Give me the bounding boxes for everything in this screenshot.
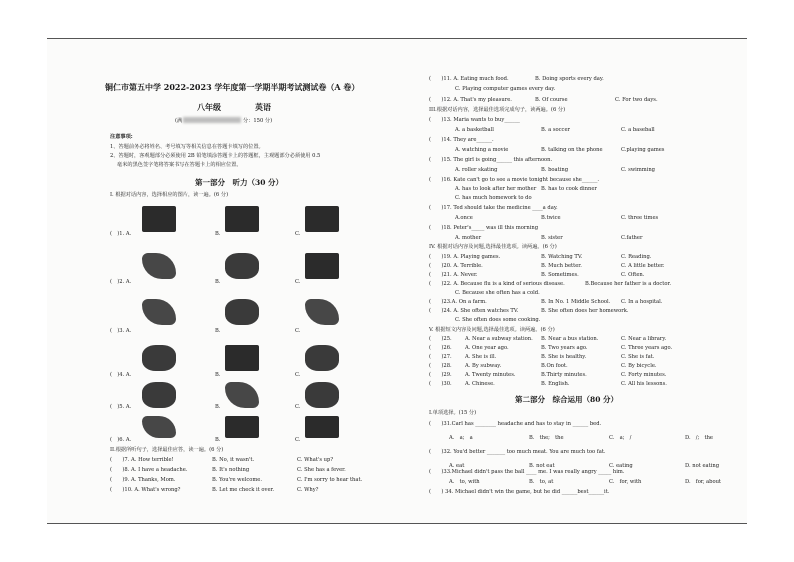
option-text: B. Let me check it over. bbox=[212, 487, 275, 493]
option-text: B. Two years ago. bbox=[541, 345, 588, 351]
question-text: ( )20. A. Terrible. bbox=[429, 263, 483, 269]
option-text: A.once bbox=[455, 215, 473, 221]
picture-option bbox=[225, 299, 259, 325]
picture-option bbox=[305, 416, 339, 438]
picture-option bbox=[305, 253, 339, 279]
question-text: ( )18. Peter's_____ was ill this morning bbox=[429, 225, 539, 231]
option-text: B. It's nothing bbox=[212, 467, 250, 473]
picture-option bbox=[305, 345, 339, 371]
option-text: A. She is ill. bbox=[465, 354, 497, 360]
picture-option bbox=[225, 206, 259, 232]
option-text: C.playing games bbox=[621, 147, 665, 153]
question-text: ( )15. The girl is going______ this afternoon. bbox=[429, 157, 553, 163]
option-text: B. Much better. bbox=[541, 263, 582, 269]
picture-option bbox=[142, 345, 176, 371]
option-label: C. bbox=[295, 437, 301, 443]
option-text: C. Because she often has a cold. bbox=[455, 290, 540, 296]
exam-sheet bbox=[47, 38, 747, 524]
option-label: B. bbox=[215, 279, 221, 285]
option-label: B. bbox=[215, 328, 221, 334]
picture-option bbox=[142, 253, 176, 279]
section-heading: V. 根据短文内容及问题,选择最佳选项。读两遍。(6 分) bbox=[429, 327, 555, 333]
option-text: A. eat bbox=[449, 463, 465, 469]
option-text: A. By subway. bbox=[465, 363, 502, 369]
question-text: ( )13. Maria wants to buy______ bbox=[429, 117, 520, 123]
option-text: C. For two days. bbox=[615, 97, 658, 103]
section-heading: I.单项选择。(15 分) bbox=[429, 410, 477, 416]
option-label: C. bbox=[295, 404, 301, 410]
option-text: C. swimming bbox=[621, 167, 656, 173]
picture-option bbox=[142, 416, 176, 438]
option-label: C. bbox=[295, 372, 301, 378]
option-text: C. Forty minutes. bbox=[621, 372, 667, 378]
exam-title: 铜仁市第五中学 2022-2023 学年度第一学期半期考试测试卷（A 卷） bbox=[105, 82, 360, 92]
left-column bbox=[47, 39, 409, 523]
option-text: C. Three years ago. bbox=[621, 345, 673, 351]
option-text: C. Often. bbox=[621, 272, 645, 278]
section-heading: III.根据对话内容，选择最佳选项完成句子，读两遍。(6 分) bbox=[429, 107, 566, 113]
grade-label: 八年级 bbox=[197, 102, 221, 112]
option-text: C.father bbox=[621, 235, 643, 241]
option-text: B. Near a bus station. bbox=[541, 336, 599, 342]
option-text: A. One year ago. bbox=[465, 345, 509, 351]
option-text: C. three times bbox=[621, 215, 659, 221]
option-text: B.Because her father is a doctor. bbox=[585, 281, 672, 287]
option-text: C. for, with bbox=[609, 479, 642, 485]
section-heading: IV. 根据对话内容及问题,选择最佳选项。读两遍。(6 分) bbox=[429, 244, 557, 250]
question-text: ( )19. A. Playing games. bbox=[429, 254, 501, 260]
option-text: B. Sometimes. bbox=[541, 272, 579, 278]
option-text: C. In a hospital. bbox=[621, 299, 663, 305]
question-text: ( )9. A. Thanks, Mom. bbox=[110, 477, 176, 483]
question-text: ( )28. bbox=[429, 363, 452, 369]
option-text: A. Twenty minutes. bbox=[465, 372, 516, 378]
question-text: C. Playing computer games every day. bbox=[455, 86, 556, 92]
subject-label: 英语 bbox=[255, 102, 271, 112]
picture-option bbox=[225, 382, 259, 408]
question-text: ( )7. A. How terrible! bbox=[110, 457, 174, 463]
question-text: ( )21. A. Never. bbox=[429, 272, 478, 278]
picture-option bbox=[142, 299, 176, 325]
picture-option bbox=[225, 416, 259, 438]
option-text: B. No, it wasn't. bbox=[212, 457, 255, 463]
option-text: C. has much homework to do bbox=[455, 195, 532, 201]
option-text: B. not eat bbox=[529, 463, 555, 469]
option-text: D. not eating bbox=[685, 463, 720, 469]
note-line: 1、答题前务必将姓名、考号填写等相关信息在答题卡填写的位置。 bbox=[110, 144, 264, 150]
note-line: 毫米的黑色签字笔将答案书写在答题卡上的相应位置。 bbox=[117, 162, 242, 168]
question-label: ( )6. A. bbox=[110, 437, 132, 443]
question-text: ( )31.Carl has ________ headache and has to stay in ______ bed. bbox=[429, 421, 602, 427]
option-label: C. bbox=[295, 328, 301, 334]
question-text: ( )14. They are______. bbox=[429, 137, 494, 143]
picture-option bbox=[225, 253, 259, 279]
option-text: C. She has a fever. bbox=[297, 467, 346, 473]
question-text: ( )17. Ted should take the medicine ____a day. bbox=[429, 205, 558, 211]
picture-option bbox=[305, 206, 339, 232]
option-text: C. A little better. bbox=[621, 263, 665, 269]
option-text: A. roller skating bbox=[455, 167, 498, 173]
question-text: ( )10. A. What's wrong? bbox=[110, 487, 181, 493]
option-text: A. a basketball bbox=[455, 127, 494, 133]
right-column bbox=[425, 39, 747, 523]
blurred-text bbox=[183, 117, 241, 123]
option-label: B. bbox=[215, 437, 221, 443]
score-partial: 分：150 分) bbox=[243, 118, 273, 124]
picture-option bbox=[142, 206, 176, 232]
option-text: A. mother bbox=[455, 235, 482, 241]
part2-title: 第二部分 综合运用（80 分） bbox=[515, 395, 619, 404]
option-text: D. /; the bbox=[685, 435, 713, 441]
picture-option bbox=[142, 382, 176, 408]
question-label: ( )5. A. bbox=[110, 404, 132, 410]
picture-option bbox=[305, 382, 339, 408]
option-label: C. bbox=[295, 279, 301, 285]
section-heading: I. 根据对话内容，选择相应的图片，读一遍。(6 分) bbox=[110, 192, 229, 198]
option-text: C. a; / bbox=[609, 435, 632, 441]
option-text: B. Of course bbox=[535, 97, 568, 103]
question-text: ( )24. A. She often watches TV. bbox=[429, 308, 519, 314]
option-text: C. Near a library. bbox=[621, 336, 667, 342]
option-text: B. Doing sports every day. bbox=[535, 76, 604, 82]
option-text: C. a baseball bbox=[621, 127, 655, 133]
option-text: B. to, at bbox=[529, 479, 554, 485]
question-label: ( )1. A. bbox=[110, 231, 132, 237]
option-text: C. Why? bbox=[297, 487, 319, 493]
option-text: B. boating bbox=[541, 167, 569, 173]
option-text: B. talking on the phone bbox=[541, 147, 603, 153]
option-label: B. bbox=[215, 231, 221, 237]
option-text: C. She is fat. bbox=[621, 354, 655, 360]
option-text: B. sister bbox=[541, 235, 563, 241]
option-text: C. By bicycle. bbox=[621, 363, 657, 369]
option-label: B. bbox=[215, 372, 221, 378]
option-text: B. She often does her homework. bbox=[541, 308, 629, 314]
question-text: ( )32. You'd better _______ too much meat. You are much too fat. bbox=[429, 449, 606, 455]
option-text: C. All his lessons. bbox=[621, 381, 667, 387]
option-label: B. bbox=[215, 404, 221, 410]
question-text: ( )27. bbox=[429, 354, 452, 360]
option-text: C. Reading. bbox=[621, 254, 652, 260]
option-text: A. a; a bbox=[449, 435, 473, 441]
question-label: ( )3. A. bbox=[110, 328, 132, 334]
question-label: ( )2. A. bbox=[110, 279, 132, 285]
question-text: ( ) 34. Michael didn't win the game, but he did ______best______it. bbox=[429, 489, 610, 495]
part1-title: 第一部分 听力（30 分） bbox=[195, 178, 284, 187]
option-text: B.Thirty minutes. bbox=[541, 372, 587, 378]
question-text: ( )11. A. Eating much food. bbox=[429, 76, 509, 82]
question-text: ( )16. Kate can't go to see a movie tonight because she______. bbox=[429, 177, 600, 183]
question-text: ( )29. bbox=[429, 372, 452, 378]
option-text: B. English. bbox=[541, 381, 570, 387]
question-text: ( )26. bbox=[429, 345, 452, 351]
option-text: C. What's up? bbox=[297, 457, 334, 463]
section-heading: II.根据所听句子，选择最佳应答，读一遍。(6 分) bbox=[110, 447, 224, 453]
option-text: A. has to look after her mother bbox=[455, 186, 537, 192]
option-text: B.On foot. bbox=[541, 363, 568, 369]
option-text: C. She often does some cooking. bbox=[455, 317, 541, 323]
option-text: B. In No. 1 Middle School. bbox=[541, 299, 611, 305]
option-text: B. a soccer bbox=[541, 127, 570, 133]
notes-heading: 注意事项: bbox=[110, 134, 133, 140]
picture-option bbox=[225, 345, 259, 371]
question-text: ( )8. A. I have a headache. bbox=[110, 467, 188, 473]
option-text: A. Chinese. bbox=[465, 381, 495, 387]
option-text: B.twice bbox=[541, 215, 561, 221]
option-text: B. She is healthy. bbox=[541, 354, 587, 360]
question-text: ( )23.A. On a farm. bbox=[429, 299, 487, 305]
info-partial: (满 bbox=[175, 118, 183, 124]
option-text: B. You're welcome. bbox=[212, 477, 263, 483]
question-text: ( )33.Michael didn't pass the ball ____ me. I was really angry _____ him. bbox=[429, 469, 625, 475]
question-text: ( )22. A. Because flu is a kind of serious disease. bbox=[429, 281, 565, 287]
question-text: ( )25. bbox=[429, 336, 452, 342]
option-text: B. the; the bbox=[529, 435, 564, 441]
option-label: C. bbox=[295, 231, 301, 237]
option-text: C. I'm sorry to hear that. bbox=[297, 477, 363, 483]
question-label: ( )4. A. bbox=[110, 372, 132, 378]
option-text: A. watching a movie bbox=[455, 147, 509, 153]
option-text: D. for, about bbox=[685, 479, 722, 485]
picture-option bbox=[305, 299, 339, 325]
option-text: A. to, with bbox=[449, 479, 480, 485]
question-text: ( )12. A. That's my pleasure. bbox=[429, 97, 512, 103]
option-text: B. Watching TV. bbox=[541, 254, 583, 260]
option-text: A. Near a subway station. bbox=[465, 336, 533, 342]
option-text: B. has to cook dinner bbox=[541, 186, 597, 192]
option-text: C. eating bbox=[609, 463, 633, 469]
note-line: 2、答题时，客观题部分必须使用 2B 铅笔填涂答题卡上的答题框，主观题部分必须使用 0.5 bbox=[110, 153, 321, 159]
question-text: ( )30. bbox=[429, 381, 452, 387]
